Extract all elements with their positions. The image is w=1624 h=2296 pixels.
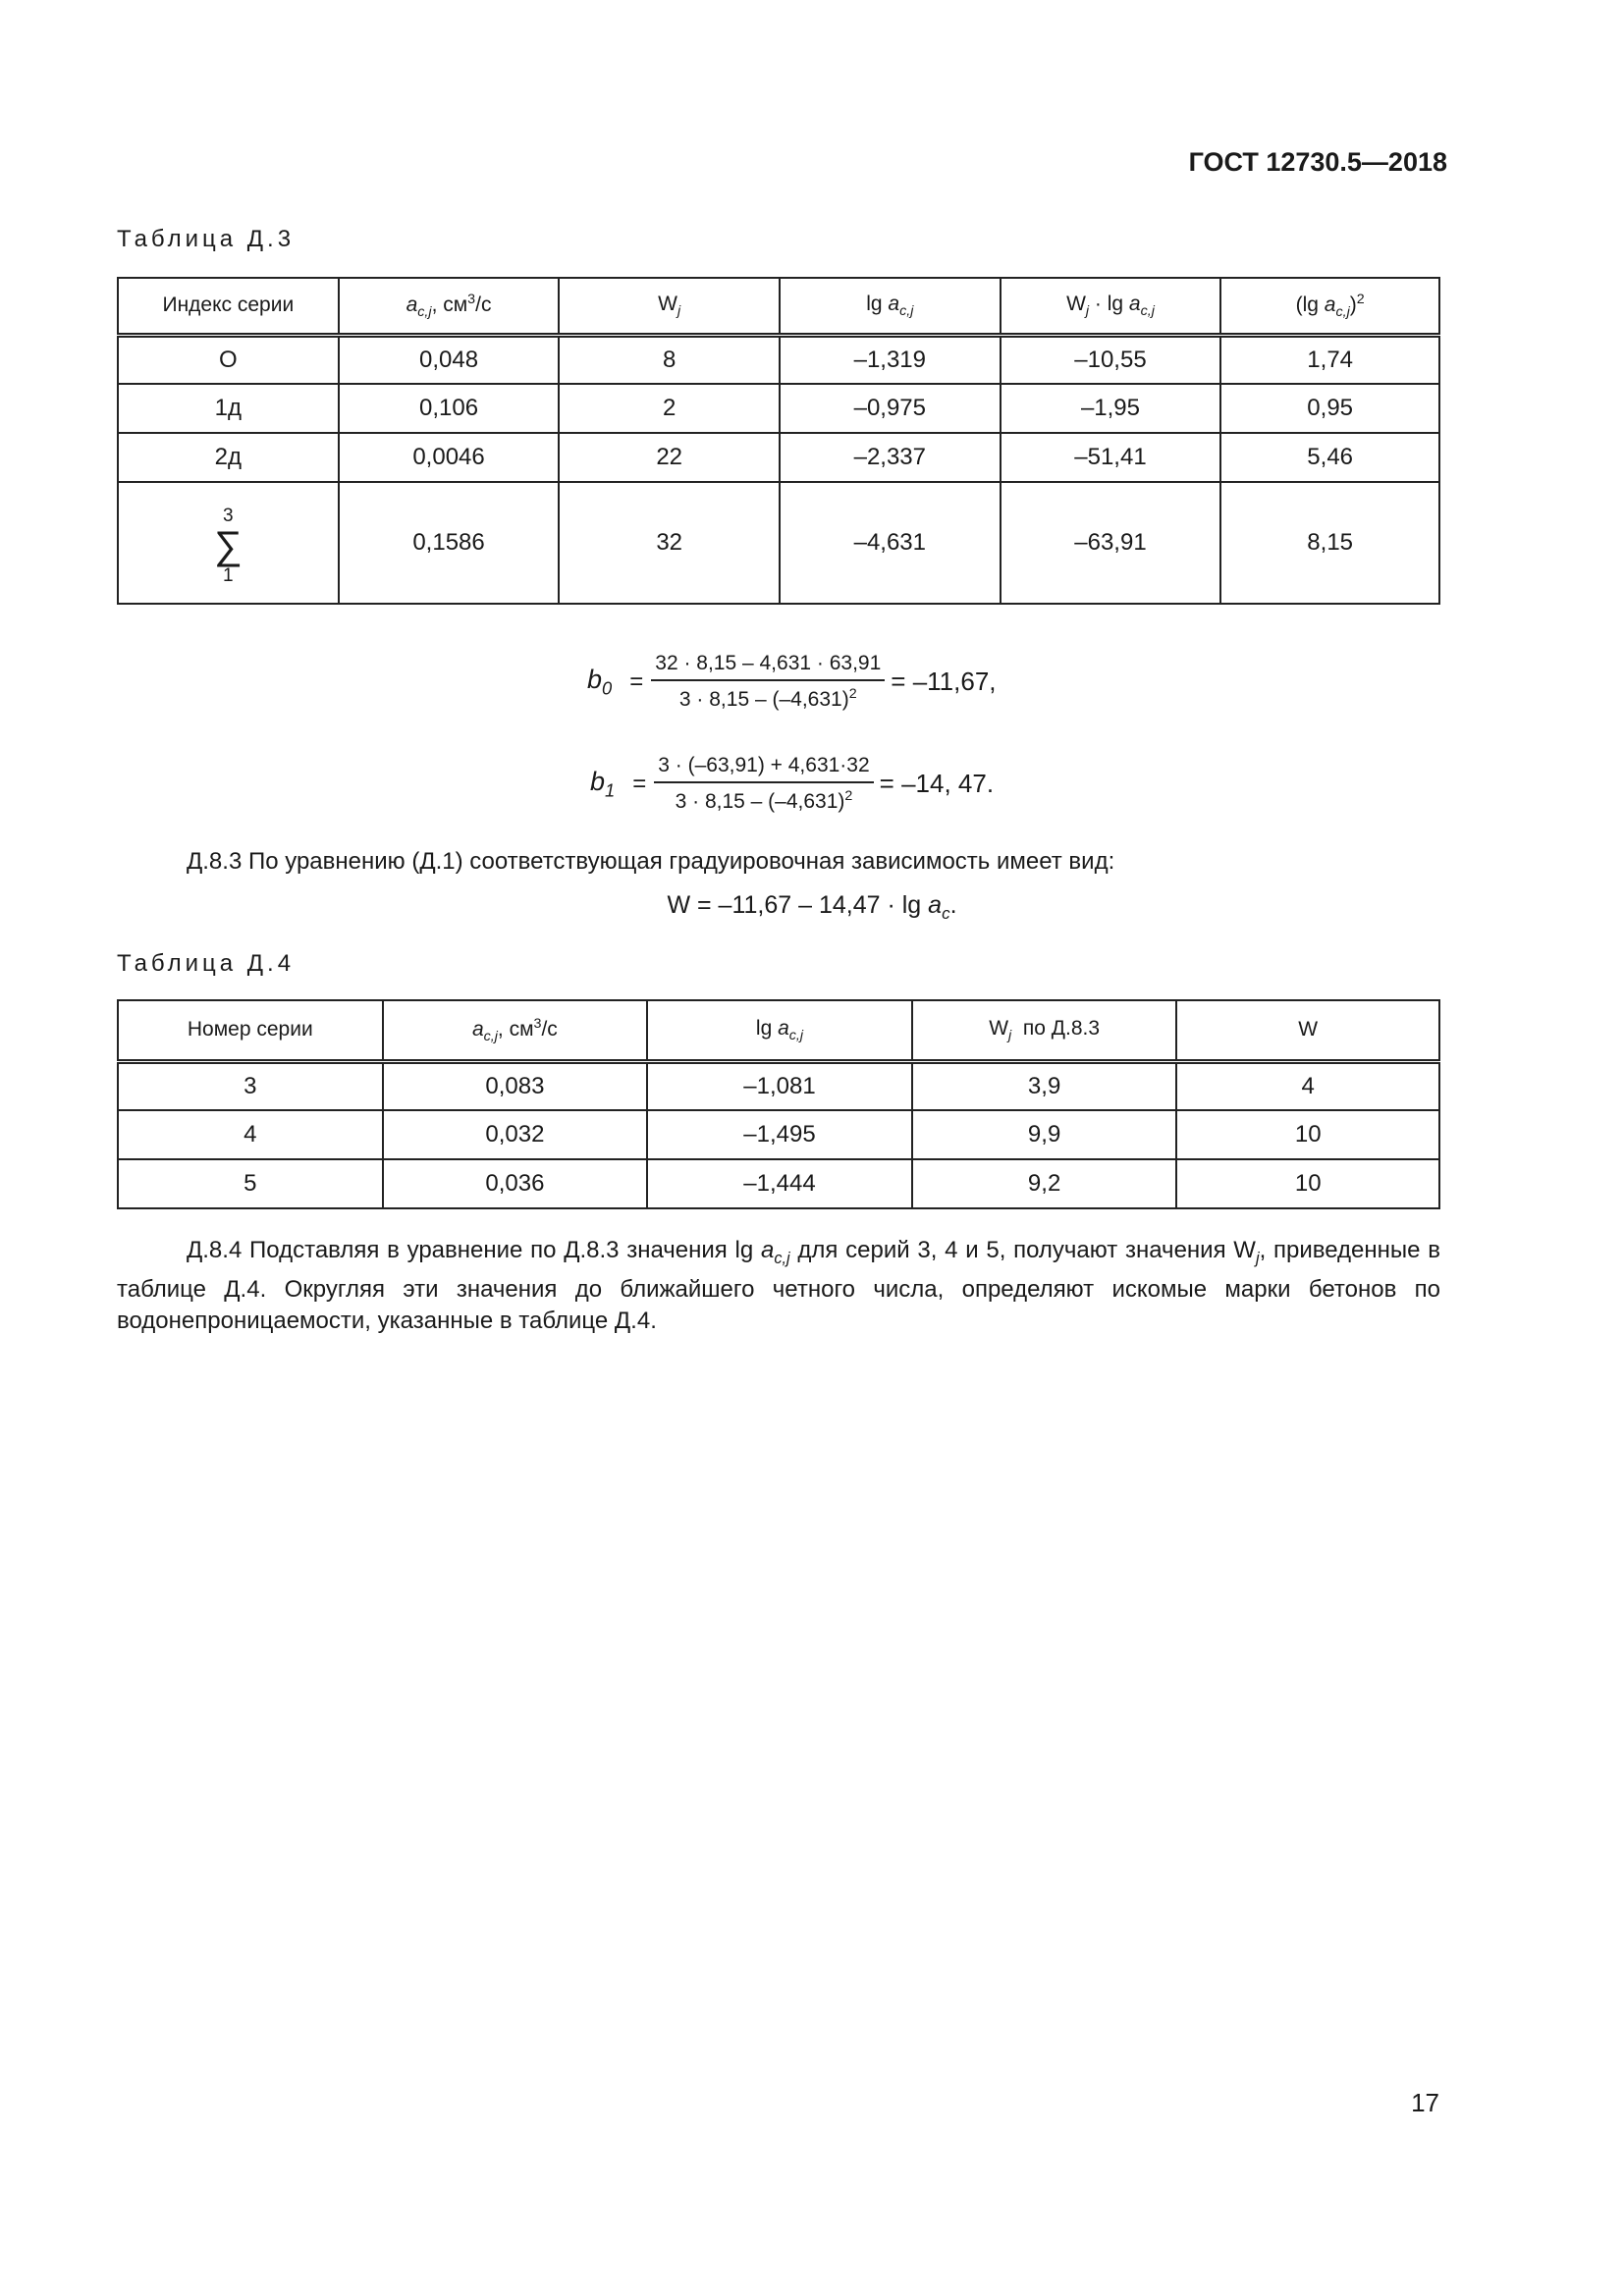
header-lg-a-cj: $\lg a_{c,j}$ (780, 278, 1001, 335)
table-cell: О (118, 335, 339, 384)
table-cell: 2д (118, 433, 339, 482)
document-header: ГОСТ 12730.5—2018 (1188, 147, 1447, 177)
table-cell: 22 (559, 433, 780, 482)
sum-upper-limit: 3 (223, 506, 234, 526)
paragraph-d83: Д.8.3 По уравнению (Д.1) соответствующая градуировочная зависимость имеет вид: (187, 848, 1115, 875)
table-row (118, 384, 1439, 433)
table-cell: 0,048 (339, 335, 560, 384)
table-cell: 3,9 (912, 1061, 1177, 1110)
table-cell: –1,081 (647, 1061, 912, 1110)
sum-row (118, 482, 1439, 604)
header-a-cj: $a_{c,j}$, $см^3/с$ (339, 278, 560, 335)
table-cell: 9,9 (912, 1110, 1177, 1159)
header-lg-a-cj: $\lg a_{c,j}$ (647, 1000, 912, 1061)
table-cell: 8,15 (1220, 482, 1439, 604)
table-d4 (117, 999, 1440, 1209)
header-a-cj: $a_{c,j}$, $см^3/с$ (383, 1000, 648, 1061)
table-cell: –10,55 (1001, 335, 1221, 384)
fraction: $\frac{32 \cdot 8,15 - 4,631 \cdot 63,91}{3 \cdot 8,15 - (-4,631)^2}$ (651, 652, 885, 712)
header-series-index: Индекс серии (118, 278, 339, 335)
table-cell: 2 (559, 384, 780, 433)
table-header-row (118, 278, 1439, 335)
table-cell: 5 (118, 1159, 383, 1208)
table-d3 (117, 277, 1440, 605)
table-cell: 8 (559, 335, 780, 384)
table-cell: –63,91 (1001, 482, 1221, 604)
sum-lower-limit: 1 (223, 565, 234, 586)
table-d3-caption: Таблица Д.3 (117, 226, 296, 252)
table-cell: 10 (1176, 1110, 1439, 1159)
table-cell: 0,036 (383, 1159, 648, 1208)
formula-b0: $b_0$ = $\frac{32 \cdot 8,15 - 4,631 \cdot 63,91}{3 \cdot 8,15 - (-4,631)^2}$ = –11,67, (587, 652, 997, 711)
table-cell: –1,95 (1001, 384, 1221, 433)
header-lg-a-cj-squared: (lg $a_{c,j})^2$ (1220, 278, 1439, 335)
table-cell: 1д (118, 384, 339, 433)
table-header-row (118, 1000, 1439, 1061)
table-cell: –51,41 (1001, 433, 1221, 482)
table-row (118, 1110, 1439, 1159)
equation-w: $W = -11,67 - 14,47 \cdot \lg a_c$. (667, 891, 957, 923)
table-cell: 10 (1176, 1159, 1439, 1208)
table-cell: 9,2 (912, 1159, 1177, 1208)
table-cell: 1,74 (1220, 335, 1439, 384)
header-wj-d83: $W_j$ по Д.8.3 (912, 1000, 1177, 1061)
header-wj: $W_j$ (559, 278, 780, 335)
table-row (118, 1061, 1439, 1110)
formula-b1: $b_1$ = $\frac{3 \cdot (-63,91) + 4,631\cdot 32}{3 \cdot 8,15 - (-4,631)^2}$ = –14, 47. (590, 754, 995, 813)
table-d4-caption: Таблица Д.4 (117, 950, 296, 977)
table-cell: 0,1586 (339, 482, 560, 604)
header-w: W (1176, 1000, 1439, 1061)
table-cell: 32 (559, 482, 780, 604)
table-cell: –2,337 (780, 433, 1001, 482)
table-cell: –4,631 (780, 482, 1001, 604)
table-row (118, 335, 1439, 384)
sum-sigma-symbol: ∑ (214, 524, 243, 567)
fraction: $\frac{3 \cdot (-63,91) + 4,631\cdot 32}{3 \cdot 8,15 - (-4,631)^2}$ (654, 754, 873, 814)
table-cell: 5,46 (1220, 433, 1439, 482)
header-wj-lg-a-cj: $W_j \cdot \lg a_{c,j}$ (1001, 278, 1221, 335)
page-number: 17 (1411, 2088, 1439, 2117)
header-series-number: Номер серии (118, 1000, 383, 1061)
table-cell: 4 (1176, 1061, 1439, 1110)
table-row (118, 433, 1439, 482)
table-cell: 0,106 (339, 384, 560, 433)
table-cell: 0,95 (1220, 384, 1439, 433)
table-cell: –1,444 (647, 1159, 912, 1208)
sum-symbol-cell (118, 482, 339, 604)
table-cell: 4 (118, 1110, 383, 1159)
table-cell: –0,975 (780, 384, 1001, 433)
table-cell: 0,0046 (339, 433, 560, 482)
paragraph-d84: Д.8.4 Подставляя в уравнение по Д.8.3 значения $\lg a_{c,j}$ для серий 3, 4 и 5, получают значения $W_j$, приведенные в таблице Д.4. Округляя эти значения до ближайшего четного числа, определяют искомые марки бетонов по водонепроницаемости, указанные в таблице Д.4. (117, 1237, 1440, 1334)
table-cell: 0,032 (383, 1110, 648, 1159)
table-row (118, 1159, 1439, 1208)
table-cell: 0,083 (383, 1061, 648, 1110)
table-cell: –1,495 (647, 1110, 912, 1159)
table-cell: –1,319 (780, 335, 1001, 384)
table-cell: 3 (118, 1061, 383, 1110)
